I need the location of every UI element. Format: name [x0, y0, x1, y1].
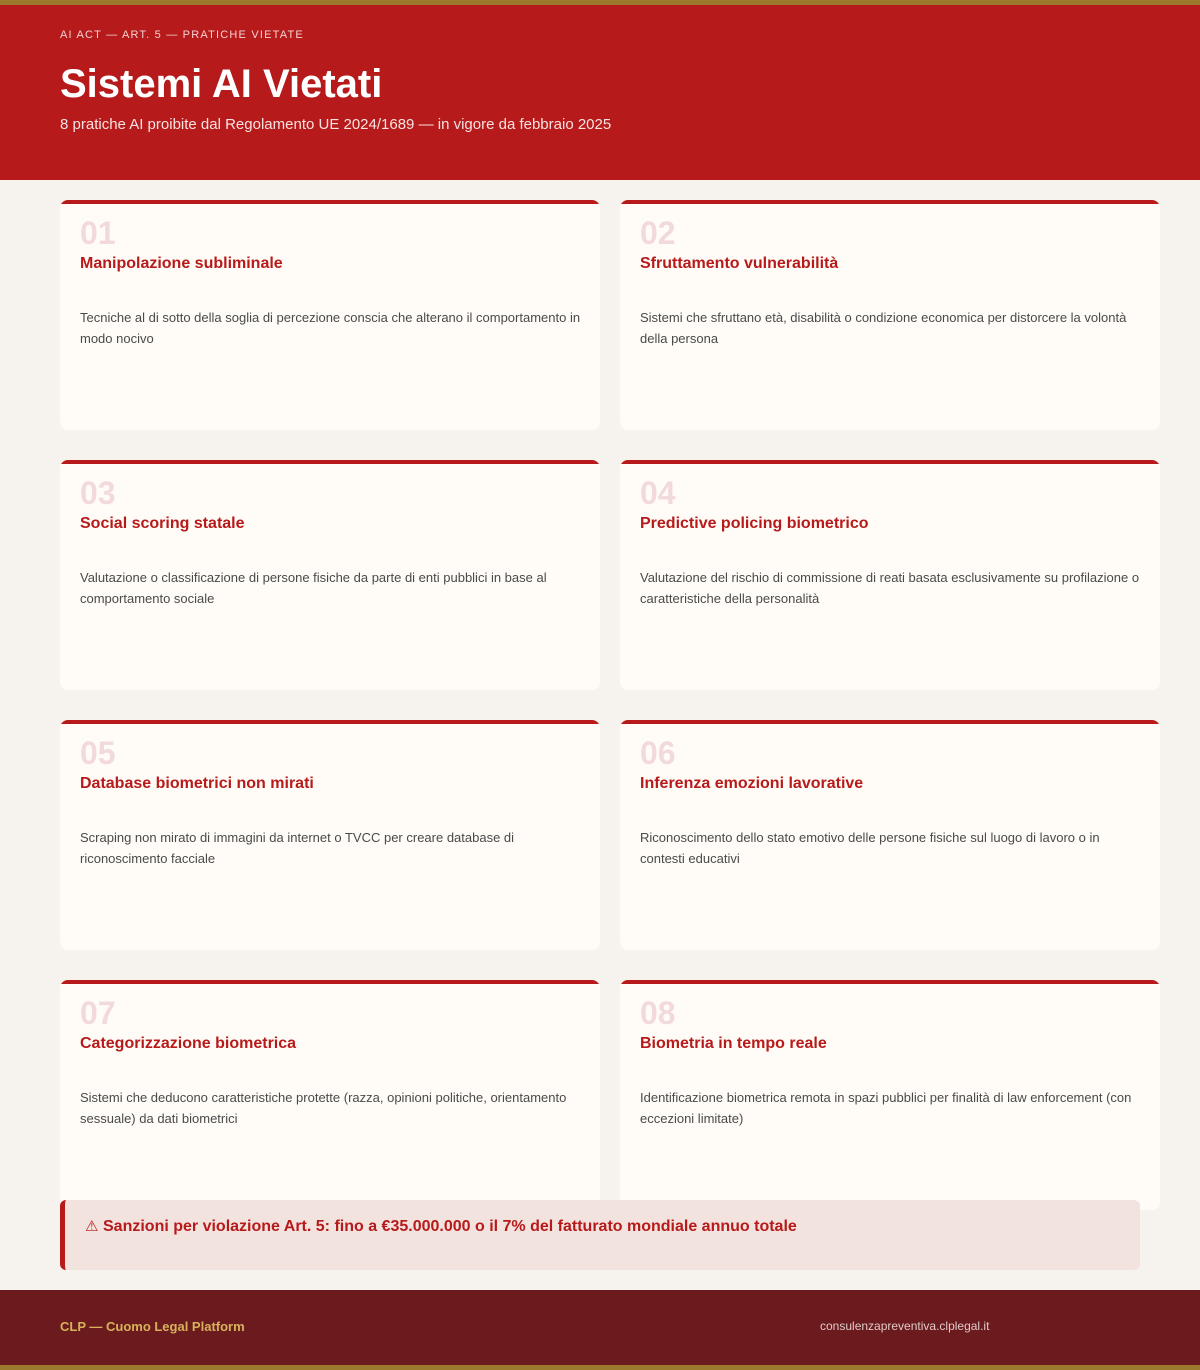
practice-card-07 — [60, 980, 600, 1210]
card-description: Riconoscimento dello stato emotivo delle persone fisiche sul luogo di lavoro o in contesti educativi — [640, 830, 1100, 866]
card-title: Manipolazione subliminale — [80, 255, 283, 272]
page-footer — [0, 1290, 1200, 1365]
card-description: Identificazione biometrica remota in spazi pubblici per finalità di law enforcement (con eccezioni limitate) — [640, 1090, 1132, 1126]
practice-card-01 — [60, 200, 600, 430]
card-title: Database biometrici non mirati — [80, 775, 314, 792]
card-title: Biometria in tempo reale — [640, 1035, 827, 1052]
card-title: Sfruttamento vulnerabilità — [640, 255, 839, 272]
practice-card-06 — [620, 720, 1160, 950]
card-number: 02 — [640, 215, 676, 251]
card-title: Categorizzazione biometrica — [80, 1035, 297, 1052]
practice-card-03 — [60, 460, 600, 690]
practice-card-02 — [620, 200, 1160, 430]
practice-card-08 — [620, 980, 1160, 1210]
page-header — [0, 5, 1200, 180]
sanctions-text: Sanzioni per violazione Art. 5: fino a €35.000.000 o il 7% del fatturato mondiale annuo totale — [103, 1218, 797, 1235]
card-number: 07 — [80, 995, 116, 1031]
page-title: Sistemi AI Vietati — [60, 62, 383, 106]
card-number: 06 — [640, 735, 676, 771]
bottom-accent-line — [0, 1365, 1200, 1370]
practice-card-04 — [620, 460, 1160, 690]
footer-brand: CLP — Cuomo Legal Platform — [60, 1319, 245, 1334]
card-title: Social scoring statale — [80, 515, 245, 532]
card-description: Valutazione del rischio di commissione di reati basata esclusivamente su profilazione o caratteristiche della personalità — [640, 570, 1140, 606]
card-number: 03 — [80, 475, 116, 511]
footer-url[interactable]: consulenzapreventiva.clplegal.it — [820, 1319, 990, 1333]
card-number: 01 — [80, 215, 116, 251]
card-title: Predictive policing biometrico — [640, 515, 869, 532]
warning-icon: ⚠ — [85, 1218, 99, 1235]
sanctions-banner — [60, 1200, 1140, 1270]
card-description: Valutazione o classificazione di persone fisiche da parte di enti pubblici in base al comportamento sociale — [80, 570, 547, 606]
card-number: 05 — [80, 735, 116, 771]
header-eyebrow: AI ACT — ART. 5 — PRATICHE VIETATE — [60, 29, 304, 41]
card-description: Scraping non mirato di immagini da internet o TVCC per creare database di riconoscimento facciale — [80, 830, 515, 866]
practice-card-05 — [60, 720, 600, 950]
card-description: Tecniche al di sotto della soglia di percezione conscia che alterano il comportamento in modo nocivo — [80, 310, 581, 346]
card-number: 08 — [640, 995, 676, 1031]
card-description: Sistemi che sfruttano età, disabilità o condizione economica per distorcere la volontà della persona — [640, 310, 1127, 346]
card-number: 04 — [640, 475, 676, 511]
card-title: Inferenza emozioni lavorative — [640, 775, 864, 792]
page-subtitle: 8 pratiche AI proibite dal Regolamento UE 2024/1689 — in vigore da febbraio 2025 — [60, 116, 612, 133]
card-description: Sistemi che deducono caratteristiche protette (razza, opinioni politiche, orientamento sessuale) da dati biometrici — [80, 1090, 567, 1126]
